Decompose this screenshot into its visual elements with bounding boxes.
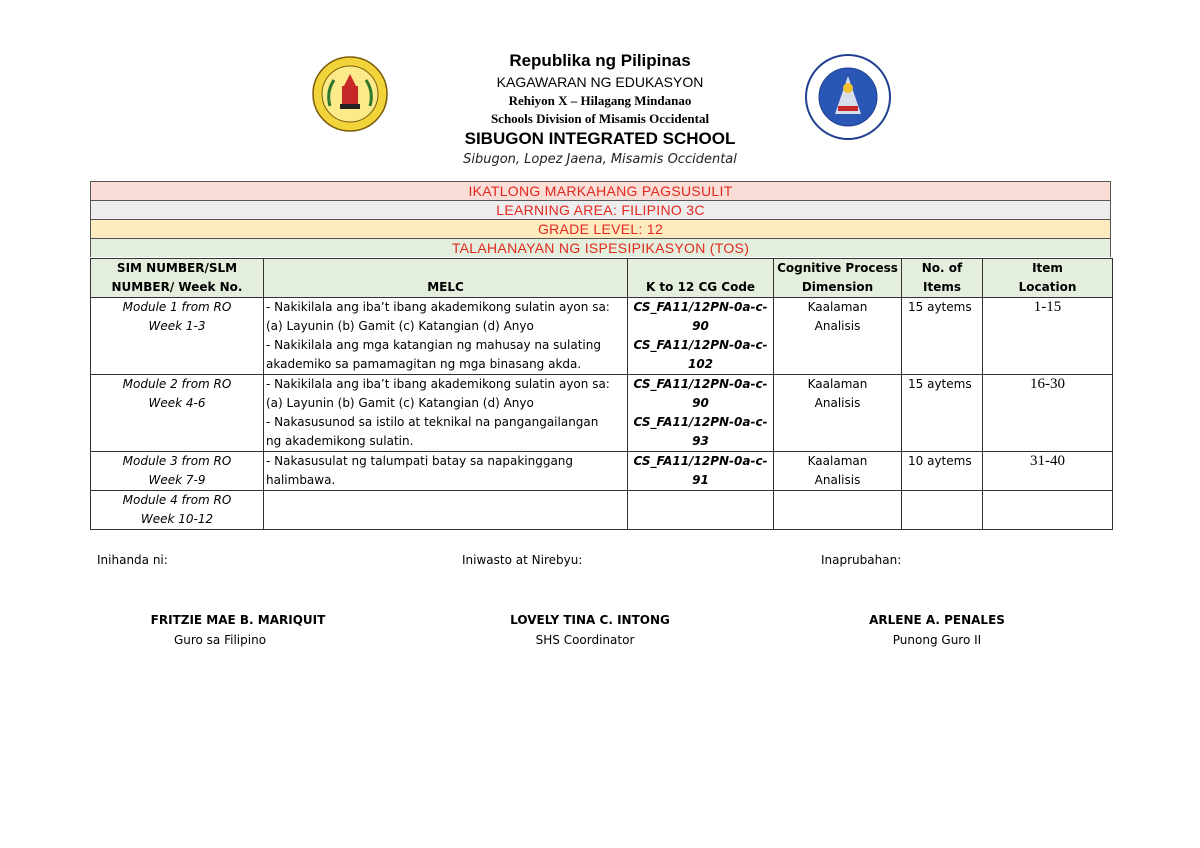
banner-block	[90, 181, 1111, 257]
dimension-cell	[774, 491, 902, 530]
table-row	[91, 491, 1113, 530]
document-header	[0, 50, 1200, 170]
col-header-code: K to 12 CG Code	[628, 259, 774, 298]
learning-area-banner: LEARNING AREA: FILIPINO 3C	[90, 200, 1111, 219]
dimension-cell: Kaalaman Analisis	[774, 452, 902, 491]
tos-table	[90, 258, 1113, 530]
module-cell: Module 4 from RO Week 10-12	[91, 491, 264, 530]
melc-cell: - Nakikilala ang iba’t ibang akademikong sulatin ayon sa: (a) Layunin (b) Gamit (c) Katangian (d) Anyo - Nakasusunod sa istilo at teknikal na pangangailangan ng akademikong sulatin.	[264, 375, 628, 452]
location-cell: 16-30	[983, 375, 1113, 452]
dimension-cell: Kaalaman Analisis	[774, 298, 902, 375]
region-title: Rehiyon X – Hilagang Mindanao	[508, 93, 692, 108]
republic-title: Republika ng Pilipinas	[509, 51, 691, 70]
reviewed-label: Iniwasto at Nirebyu:	[462, 553, 583, 567]
department-title: KAGAWARAN NG EDUKASYON	[496, 74, 704, 90]
school-name: SIBUGON INTEGRATED SCHOOL	[464, 129, 736, 148]
exam-banner: IKATLONG MARKAHANG PAGSUSULIT	[90, 181, 1111, 200]
approved-name: ARLENE A. PENALES	[869, 613, 1005, 627]
prepared-label: Inihanda ni:	[97, 553, 168, 567]
items-cell: 15 aytems	[902, 298, 983, 375]
table-row	[91, 452, 1113, 491]
module-cell: Module 2 from RO Week 4-6	[91, 375, 264, 452]
location-cell	[983, 491, 1113, 530]
location-cell: 1-15	[983, 298, 1113, 375]
tos-banner: TALAHANAYAN NG ISPESIPIKASYON (TOS)	[90, 238, 1111, 257]
melc-cell: - Nakikilala ang iba’t ibang akademikong sulatin ayon sa: (a) Layunin (b) Gamit (c) Katangian (d) Anyo - Nakikilala ang mga katangian ng mahusay na sulating akademiko sa pamamagitan ng mga binasang akda.	[264, 298, 628, 375]
school-address: Sibugon, Lopez Jaena, Misamis Occidental	[463, 152, 737, 167]
approved-role: Punong Guro II	[892, 633, 982, 647]
code-cell	[628, 491, 774, 530]
reviewed-role: SHS Coordinator	[535, 633, 635, 647]
division-title: Schools Division of Misamis Occidental	[490, 111, 710, 126]
grade-level-banner: GRADE LEVEL: 12	[90, 219, 1111, 238]
location-cell: 31-40	[983, 452, 1113, 491]
col-header-sim: SIM NUMBER/SLM NUMBER/ Week No.	[91, 259, 264, 298]
dimension-cell: Kaalaman Analisis	[774, 375, 902, 452]
prepared-role: Guro sa Filipino	[173, 633, 267, 647]
code-cell: CS_FA11/12PN-0a-c- 90 CS_FA11/12PN-0a-c- 102	[628, 298, 774, 375]
module-cell: Module 1 from RO Week 1-3	[91, 298, 264, 375]
prepared-name: FRITZIE MAE B. MARIQUIT	[150, 613, 326, 627]
col-header-melc: MELC	[264, 259, 628, 298]
col-header-dimension: Cognitive Process Dimension	[774, 259, 902, 298]
table-row	[91, 298, 1113, 375]
melc-cell	[264, 491, 628, 530]
items-cell	[902, 491, 983, 530]
table-header-row	[91, 259, 1113, 298]
col-header-location: Item Location	[983, 259, 1113, 298]
approved-label: Inaprubahan:	[821, 553, 902, 567]
melc-cell: - Nakasusulat ng talumpati batay sa napakinggang halimbawa.	[264, 452, 628, 491]
module-cell: Module 3 from RO Week 7-9	[91, 452, 264, 491]
code-cell: CS_FA11/12PN-0a-c- 91	[628, 452, 774, 491]
items-cell: 15 aytems	[902, 375, 983, 452]
reviewed-name: LOVELY TINA C. INTONG	[510, 613, 670, 627]
items-cell: 10 aytems	[902, 452, 983, 491]
table-row	[91, 375, 1113, 452]
col-header-items: No. of Items	[902, 259, 983, 298]
code-cell: CS_FA11/12PN-0a-c- 90 CS_FA11/12PN-0a-c- 93	[628, 375, 774, 452]
